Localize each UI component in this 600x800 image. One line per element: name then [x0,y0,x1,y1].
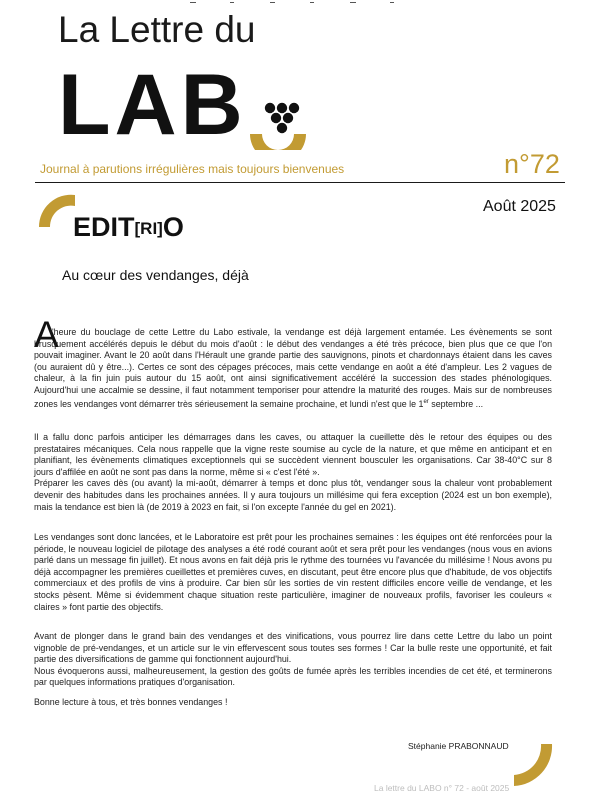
drop-cap: A [34,314,59,355]
paragraph-3: Les vendanges sont donc lancées, et le Laboratoire est prêt pour les prochaines semaines : les équipes ont été renforcées pour la période, le nouveau logiciel de pilotage des analyses a été rodé courant août et sera prêt pour les vendanges (nous vous en avions parlé dans un message fin juillet). Et nous avons en fait déjà pris le rythme des tournées vu l'avancée du millésime ! Nous avons pu déjà accompagner les premières cueillettes et premières cuves, en discutant, peut être encore plus que d'habitude, de vos objectifs commerciaux et des profils de vins à produire. Car bien sûr les sorties de vin restent difficiles encore veille de vendange, et les stocks pèsent. Même si évidemment chaque situation reste particulière, imaginer de nouveaux profils, favoriser les couleurs « claires » font partie des objectifs. [34,532,552,612]
paragraph-1-sup: er [423,398,429,405]
paragraph-1-end: septembre ... [428,398,484,409]
issue-number: n°72 [504,149,560,179]
edito-arc-icon [37,193,77,234]
paragraph-4b: Nous évoquerons aussi, malheureusement, la gestion des goûts de fumée après les terribles incendies de cet été, et terminerons par quelques informations pratiques d'organisation. [34,665,552,688]
grape-logo-icon [244,96,314,155]
paragraph-4a: Avant de plonger dans le grand bain des vendanges et des vinifications, vous pourrez lire dans cette Lettre du labo un point vignoble de pré-vendanges, et un article sur le vin effervescent sous toutes ses formes ! Car la bulle reste une opportunité, et fait partie des diversifications de gamme qui fonctionnent aujourd'hui. [34,631,552,665]
paragraph-1-text: l'heure du bouclage de cette Lettre du Labo estivale, la vendange est déjà largement entamée. Les évènements se sont brusquement accélérés depuis le début du mois d'août : le début des vendanges a été très précoce, bien plus que ce que l'on pouvait imaginer. Avant le 20 août dans l'Hérault une grande partie des sauvignons, pinots et chardonnays étaient dans les caves (ou auraient dû y être...). Certes ce sont des cépages précoces, mais cette vendange en août a été d'ampleur. Les 2 vagues de chaleur, à la fin juin puis autour du 15 août, ont ainsi significativement accéléré la succession des stades phénologiques. Aujourd'hui une accalmie se dessine, il faut notamment temporiser pour attendre la maturité des rouges. Mais sur de nombreuses zones les vendanges vont démarrer très sérieusement la semaine prochaine, et lundi n'est que le 1 [34,327,552,409]
signature: Stéphanie PRABONNAUD [408,741,509,751]
edito-title-mid: [RI] [134,219,163,238]
footer-arc-icon [512,742,554,793]
tagline: Journal à parutions irrégulières mais toujours bienvenues [40,162,345,176]
issue-date: Août 2025 [483,198,556,215]
edito-title-pre: EDIT [73,212,135,242]
paragraph-2b: Préparer les caves dès (ou avant) la mi-août, démarrer à temps et donc plus tôt, vendanger sous la chaleur vont probablement devenir des habitudes dans les prochaines années. Il y aura toujours un millésime qui fera exception (2024 est un bon exemple), mais la tendance est bien là (de 2019 à 2023 en fait, si l'on excepte l'année du gel en 2021). [34,478,552,512]
page-footer: La lettre du LABO n° 72 - août 2025 [374,783,510,793]
edito-title-post: O [162,212,184,242]
paragraph-5: Bonne lecture à tous, et très bonnes vendanges ! [34,697,228,707]
newsletter-title-lab: LAB [58,57,247,153]
paragraph-1 [34,327,552,410]
cropped-top-text [190,0,430,3]
paragraph-4 [34,631,552,689]
newsletter-title-top: La Lettre du [58,9,256,50]
header-divider [35,182,565,183]
paragraph-2a: Il a fallu donc parfois anticiper les démarrages dans les caves, ou attaquer la cueillette dès le retour des équipes ou des prestataires mécaniques. Cela nous rappelle que la vigne reste soumise au cycle de la nature, et que même en anticipant et en planifiant, les évènements climatiques exceptionnels qui se succèdent viennent bousculer les organisations. Car 38-40°C sur 8 jours d'affilée en août ne sont pas dans la norme, même si « c'est l'été ». [34,432,552,477]
article-heading: Au cœur des vendanges, déjà [62,267,249,283]
edito-title [73,211,184,245]
paragraph-2 [34,432,552,513]
